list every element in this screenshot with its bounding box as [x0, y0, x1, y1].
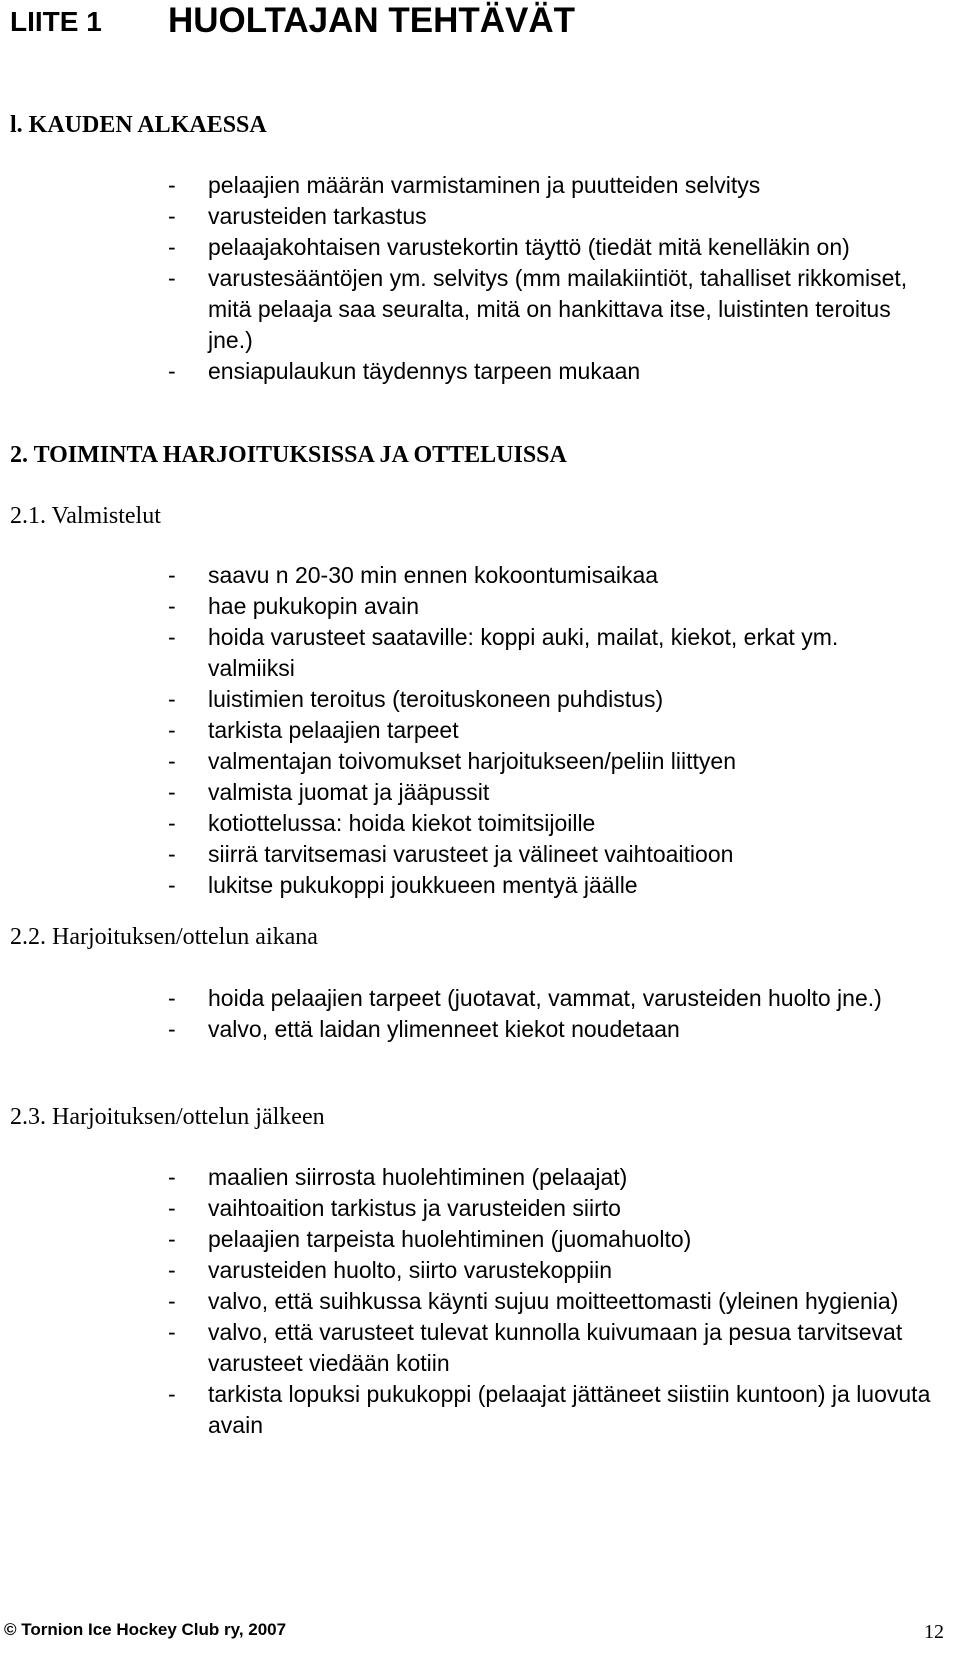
dash-bullet: - [168, 872, 176, 898]
dash-bullet: - [168, 593, 176, 619]
list-item-text: ensiapulaukun täydennys tarpeen mukaan [208, 358, 641, 384]
appendix-label: LIITE 1 [10, 6, 102, 37]
dash-bullet: - [168, 1226, 176, 1252]
list-item-text: pelaajakohtaisen varustekortin täyttö (tiedät mitä kenelläkin on) [208, 234, 850, 260]
list-item [168, 684, 938, 715]
list-item [168, 1379, 948, 1441]
list-item-text: varustesääntöjen ym. selvitys (mm mailakiintiöt, tahalliset rikkomiset, mitä pelaaja saa seuralta, mitä on hankittava itse, luistinten teroitus jne.) [208, 265, 908, 353]
list-item-text: siirrä tarvitsemasi varusteet ja välineet vaihtoaitioon [208, 841, 734, 867]
dash-bullet: - [168, 1288, 176, 1314]
list-item [168, 808, 938, 839]
dash-bullet: - [168, 203, 176, 229]
subsection-heading-during: 2.2. Harjoituksen/ottelun aikana [10, 924, 318, 950]
dash-bullet: - [168, 265, 176, 291]
list-item-text: kotiottelussa: hoida kiekot toimitsijoille [208, 810, 596, 836]
list-item [168, 356, 938, 387]
list-item-text: tarkista pelaajien tarpeet [208, 717, 459, 743]
subsection-heading-preparations: 2.1. Valmistelut [10, 503, 161, 529]
dash-bullet: - [168, 1016, 176, 1042]
list-item [168, 1162, 938, 1193]
list-item [168, 777, 938, 808]
list-item [168, 1014, 938, 1045]
list-item-text: hoida pelaajien tarpeet (juotavat, vammat, varusteiden huolto jne.) [208, 985, 882, 1011]
list-item-text: hae pukukopin avain [208, 593, 419, 619]
after-list [168, 1162, 938, 1441]
list-item-text: valvo, että varusteet tulevat kunnolla kuivumaan ja pesua tarvitsevat varusteet viedään kotiin [208, 1319, 903, 1376]
dash-bullet: - [168, 172, 176, 198]
list-item [168, 715, 938, 746]
season-start-list [168, 170, 938, 387]
dash-bullet: - [168, 779, 176, 805]
subsection-heading-after: 2.3. Harjoituksen/ottelun jälkeen [10, 1104, 325, 1130]
list-item-text: saavu n 20-30 min ennen kokoontumisaikaa [208, 562, 659, 588]
list-item-text: vaihtoaition tarkistus ja varusteiden siirto [208, 1195, 621, 1221]
list-item-text: hoida varusteet saataville: koppi auki, mailat, kiekot, erkat ym. valmiiksi [208, 624, 839, 681]
page-number: 12 [924, 1621, 944, 1643]
dash-bullet: - [168, 1195, 176, 1221]
list-item-text: valmentajan toivomukset harjoitukseen/peliin liittyen [208, 748, 737, 774]
list-item-text: tarkista lopuksi pukukoppi (pelaajat jättäneet siistiin kuntoon) ja luovuta avain [208, 1381, 931, 1438]
list-item [168, 839, 938, 870]
list-item [168, 622, 898, 684]
list-item [168, 560, 938, 591]
list-item [168, 232, 868, 263]
list-item [168, 1224, 938, 1255]
list-item-text: lukitse pukukoppi joukkueen mentyä jäälle [208, 872, 638, 898]
list-item [168, 1193, 938, 1224]
section-heading-season-start: l. KAUDEN ALKAESSA [10, 112, 267, 138]
list-item-text: maalien siirrosta huolehtiminen (pelaajat) [208, 1164, 628, 1190]
dash-bullet: - [168, 841, 176, 867]
dash-bullet: - [168, 358, 176, 384]
dash-bullet: - [168, 1164, 176, 1190]
dash-bullet: - [168, 1381, 176, 1407]
list-item-text: valvo, että suihkussa käynti sujuu moitteettomasti (yleinen hygienia) [208, 1288, 899, 1314]
list-item-text: varusteiden huolto, siirto varustekoppiin [208, 1257, 613, 1283]
list-item [168, 263, 938, 356]
section-heading-practice-games: 2. TOIMINTA HARJOITUKSISSA JA OTTELUISSA [10, 442, 567, 468]
during-list [168, 983, 938, 1045]
list-item [168, 870, 938, 901]
preparations-list [168, 560, 938, 901]
footer-copyright: © Tornion Ice Hockey Club ry, 2007 [4, 1620, 287, 1639]
dash-bullet: - [168, 985, 176, 1011]
dash-bullet: - [168, 562, 176, 588]
page-title: HUOLTAJAN TEHTÄVÄT [168, 1, 576, 40]
list-item-text: pelaajien tarpeista huolehtiminen (juomahuolto) [208, 1226, 692, 1252]
list-item [168, 1286, 938, 1317]
list-item-text: valmista juomat ja jääpussit [208, 779, 490, 805]
list-item [168, 1317, 908, 1379]
list-item-text: pelaajien määrän varmistaminen ja puutteiden selvitys [208, 172, 761, 198]
list-item [168, 170, 938, 201]
list-item-text: luistimien teroitus (teroituskoneen puhdistus) [208, 686, 664, 712]
dash-bullet: - [168, 748, 176, 774]
dash-bullet: - [168, 624, 176, 650]
list-item-text: varusteiden tarkastus [208, 203, 427, 229]
list-item [168, 201, 938, 232]
dash-bullet: - [168, 686, 176, 712]
list-item [168, 591, 938, 622]
list-item [168, 1255, 938, 1286]
dash-bullet: - [168, 810, 176, 836]
dash-bullet: - [168, 1257, 176, 1283]
dash-bullet: - [168, 717, 176, 743]
list-item [168, 983, 948, 1014]
list-item [168, 746, 938, 777]
dash-bullet: - [168, 234, 176, 260]
dash-bullet: - [168, 1319, 176, 1345]
list-item-text: valvo, että laidan ylimenneet kiekot noudetaan [208, 1016, 680, 1042]
